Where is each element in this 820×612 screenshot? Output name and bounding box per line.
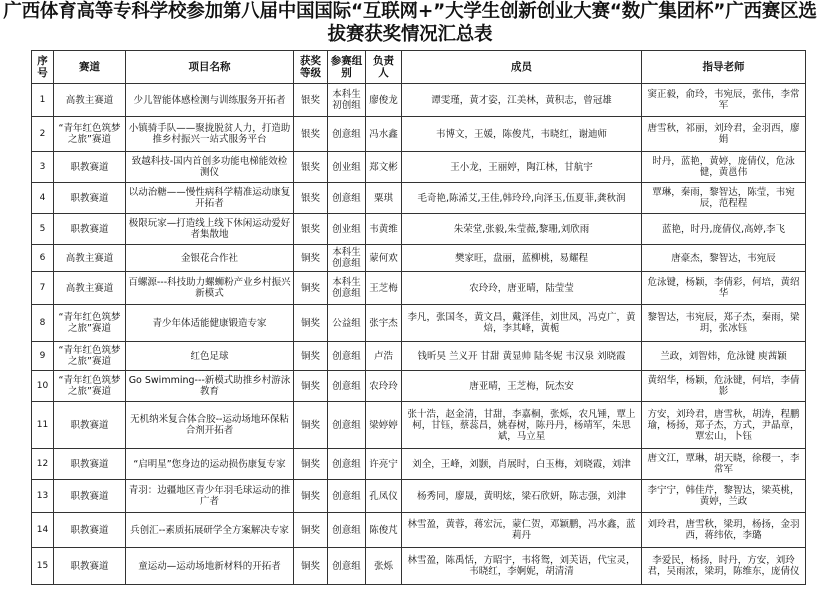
table-row bbox=[32, 214, 806, 245]
cell-track: 职教赛道 bbox=[54, 214, 126, 245]
cell-advisors: 李宁宁，韩佳芹，黎智达，梁英桃，黄婷，兰政 bbox=[642, 480, 806, 513]
table-row bbox=[32, 402, 806, 449]
cell-leader: 韦黄维 bbox=[366, 214, 402, 245]
cell-leader: 孔凤仪 bbox=[366, 480, 402, 513]
cell-award: 铜奖 bbox=[294, 449, 328, 480]
cell-index: 11 bbox=[32, 402, 54, 449]
header-members: 成员 bbox=[402, 51, 642, 84]
table-row bbox=[32, 513, 806, 548]
cell-project: 红色足球 bbox=[126, 342, 294, 371]
header-track: 赛道 bbox=[54, 51, 126, 84]
table-row bbox=[32, 305, 806, 342]
page-title: 广西体育高等专科学校参加第八届中国国际“互联网+”大学生创新创业大赛“数广集团杯”广西赛区选拔赛获奖情况汇总表 bbox=[3, 1, 817, 45]
cell-award: 铜奖 bbox=[294, 305, 328, 342]
cell-project: 兵创汇--素质拓展研学全方案解决专家 bbox=[126, 513, 294, 548]
header-group: 参赛组别 bbox=[328, 51, 366, 84]
table-row bbox=[32, 183, 806, 214]
cell-members: 唐亚晴，王芝梅，阮杰安 bbox=[402, 371, 642, 402]
cell-leader: 卢浩 bbox=[366, 342, 402, 371]
cell-index: 10 bbox=[32, 371, 54, 402]
cell-members: 钱昕昊 兰义开 甘甜 黄显帅 陆冬妮 韦汉泉 刘晓霞 bbox=[402, 342, 642, 371]
cell-advisors: 时丹，蓝艳，黄婷，庞倩仪，危泳健，黄邕伟 bbox=[642, 152, 806, 183]
table-row bbox=[32, 245, 806, 272]
cell-members: 王小龙，王丽婷，陶江林，甘航宇 bbox=[402, 152, 642, 183]
cell-group: 本科生创意组 bbox=[328, 272, 366, 305]
cell-track: “青年红色筑梦之旅”赛道 bbox=[54, 371, 126, 402]
cell-advisors: 唐雪秋，祁丽，刘玲君，金羽西，廖娟 bbox=[642, 117, 806, 152]
cell-award: 银奖 bbox=[294, 152, 328, 183]
cell-group: 本科生初创组 bbox=[328, 84, 366, 117]
cell-project: 少儿智能体感检测与训练服务开拓者 bbox=[126, 84, 294, 117]
cell-group: 创意组 bbox=[328, 183, 366, 214]
cell-award: 铜奖 bbox=[294, 245, 328, 272]
table-row bbox=[32, 152, 806, 183]
cell-members: 农玲玲，唐亚晴，陆莹莹 bbox=[402, 272, 642, 305]
cell-group: 创意组 bbox=[328, 513, 366, 548]
cell-group: 创意组 bbox=[328, 449, 366, 480]
cell-members: 韦博文，王媛，陈俊芃，韦晓红，谢迪师 bbox=[402, 117, 642, 152]
cell-leader: 蒙何欢 bbox=[366, 245, 402, 272]
cell-award: 银奖 bbox=[294, 214, 328, 245]
header-index: 序号 bbox=[32, 51, 54, 84]
cell-leader: 梁婷婷 bbox=[366, 402, 402, 449]
cell-leader: 冯水鑫 bbox=[366, 117, 402, 152]
cell-advisors: 李爱民，杨扬，时丹，方安，刘玲君，吴雨浓，梁玥，陈维东，庞倩仪 bbox=[642, 548, 806, 585]
table-row bbox=[32, 117, 806, 152]
cell-track: 职教赛道 bbox=[54, 548, 126, 585]
cell-track: 职教赛道 bbox=[54, 513, 126, 548]
cell-track: 职教赛道 bbox=[54, 402, 126, 449]
table-row bbox=[32, 548, 806, 585]
cell-project: “启明星”您身边的运动损伤康复专家 bbox=[126, 449, 294, 480]
cell-index: 5 bbox=[32, 214, 54, 245]
cell-members: 朱荣堂,张毅,朱莹薇,黎珊,刘欣雨 bbox=[402, 214, 642, 245]
cell-project: 极限玩家—打造线上线下休闲运动爱好者集散地 bbox=[126, 214, 294, 245]
cell-members: 刘全，王峰，刘颢，肖展时，白玉梅，刘晓霞，刘津 bbox=[402, 449, 642, 480]
cell-award: 铜奖 bbox=[294, 371, 328, 402]
cell-leader: 农玲玲 bbox=[366, 371, 402, 402]
cell-members: 林雪盈，陈禹恬，方昭宇，韦将鸳，刘芙语，代宝灵，韦晓红，李婀妮，胡清清 bbox=[402, 548, 642, 585]
cell-track: “青年红色筑梦之旅”赛道 bbox=[54, 342, 126, 371]
cell-index: 8 bbox=[32, 305, 54, 342]
table-row bbox=[32, 480, 806, 513]
cell-award: 银奖 bbox=[294, 84, 328, 117]
cell-leader: 王芝梅 bbox=[366, 272, 402, 305]
cell-index: 3 bbox=[32, 152, 54, 183]
cell-advisors: 蓝艳，时丹,庞倩仪,高婷,李飞 bbox=[642, 214, 806, 245]
cell-index: 12 bbox=[32, 449, 54, 480]
cell-leader: 廖俊龙 bbox=[366, 84, 402, 117]
header-leader: 负责人 bbox=[366, 51, 402, 84]
table-row bbox=[32, 84, 806, 117]
cell-project: 百螺源---科技助力螺蛳粉产业乡村振兴新模式 bbox=[126, 272, 294, 305]
cell-award: 铜奖 bbox=[294, 480, 328, 513]
cell-group: 创意组 bbox=[328, 480, 366, 513]
cell-members: 毛奇艳,陈浠艾,王佳,韩玲玲,向泽玉,伍夏菲,龚秋润 bbox=[402, 183, 642, 214]
cell-group: 创意组 bbox=[328, 117, 366, 152]
cell-track: 高教主赛道 bbox=[54, 84, 126, 117]
cell-advisors: 窦正毅，俞玲，韦宛辰，张伟，李常军 bbox=[642, 84, 806, 117]
table-row bbox=[32, 371, 806, 402]
cell-advisors: 黄绍华，杨颖，危泳键，何培，李倩影 bbox=[642, 371, 806, 402]
cell-track: “青年红色筑梦之旅”赛道 bbox=[54, 305, 126, 342]
cell-award: 铜奖 bbox=[294, 342, 328, 371]
cell-track: 职教赛道 bbox=[54, 183, 126, 214]
cell-members: 林雪盈，黄蓉，蒋宏沅，蒙仁贺，邓颖鹏，冯水鑫，蓝莉丹 bbox=[402, 513, 642, 548]
cell-award: 银奖 bbox=[294, 117, 328, 152]
header-row bbox=[32, 51, 806, 84]
cell-advisors: 危泳键，杨颖，李倩彩，何培，黄绍华 bbox=[642, 272, 806, 305]
cell-leader: 郑文彬 bbox=[366, 152, 402, 183]
cell-project: 童运动—运动场地新材料的开拓者 bbox=[126, 548, 294, 585]
table-row bbox=[32, 272, 806, 305]
cell-project: 以动治糖——慢性病科学精准运动康复开拓者 bbox=[126, 183, 294, 214]
header-project: 项目名称 bbox=[126, 51, 294, 84]
cell-award: 铜奖 bbox=[294, 513, 328, 548]
cell-index: 15 bbox=[32, 548, 54, 585]
cell-index: 2 bbox=[32, 117, 54, 152]
cell-project: 青少年体适能健康锻造专家 bbox=[126, 305, 294, 342]
cell-members: 谭雯瑾，黄才姿，江美林，黄积志，曾冠雄 bbox=[402, 84, 642, 117]
cell-advisors: 覃琳，秦雨，黎智达，陈莹，韦宛辰，范程程 bbox=[642, 183, 806, 214]
cell-group: 创业组 bbox=[328, 152, 366, 183]
cell-members: 李凡，张国冬，黄文昌，戴泽佳，刘世凤，冯克广，黄焙，李其峰，黄栀 bbox=[402, 305, 642, 342]
cell-group: 创意组 bbox=[328, 371, 366, 402]
cell-project: 金银花合作社 bbox=[126, 245, 294, 272]
cell-group: 本科生创意组 bbox=[328, 245, 366, 272]
awards-table bbox=[31, 50, 806, 585]
table-row bbox=[32, 449, 806, 480]
cell-project: 青羽：边疆地区青少年羽毛球运动的推广者 bbox=[126, 480, 294, 513]
cell-award: 银奖 bbox=[294, 183, 328, 214]
cell-leader: 粟琪 bbox=[366, 183, 402, 214]
cell-advisors: 黎智达，韦宛辰，郑子杰，秦雨，梁玥，张冰钰 bbox=[642, 305, 806, 342]
cell-track: 职教赛道 bbox=[54, 152, 126, 183]
cell-group: 创意组 bbox=[328, 548, 366, 585]
cell-index: 14 bbox=[32, 513, 54, 548]
cell-leader: 许亮宁 bbox=[366, 449, 402, 480]
cell-index: 4 bbox=[32, 183, 54, 214]
cell-leader: 陈俊芃 bbox=[366, 513, 402, 548]
cell-award: 铜奖 bbox=[294, 272, 328, 305]
header-award: 获奖等级 bbox=[294, 51, 328, 84]
cell-group: 创意组 bbox=[328, 342, 366, 371]
cell-track: 职教赛道 bbox=[54, 480, 126, 513]
cell-index: 6 bbox=[32, 245, 54, 272]
table-row bbox=[32, 342, 806, 371]
cell-advisors: 刘玲君，唐雪秋，梁玥，杨扬，金羽西，蒋纬依，李璐 bbox=[642, 513, 806, 548]
header-advisors: 指导老师 bbox=[642, 51, 806, 84]
cell-track: 职教赛道 bbox=[54, 449, 126, 480]
cell-project: 无机纳米复合体合胶--运动场地环保粘合剂开拓者 bbox=[126, 402, 294, 449]
cell-members: 樊家旺，盘丽，蓝柳桃，易耀程 bbox=[402, 245, 642, 272]
cell-advisors: 唐文江，覃琳，胡天晓，徐稷一，李常军 bbox=[642, 449, 806, 480]
cell-project: 小镇骑手队——聚拢脱贫人力，打造助推乡村振兴一站式服务平台 bbox=[126, 117, 294, 152]
cell-index: 7 bbox=[32, 272, 54, 305]
cell-award: 铜奖 bbox=[294, 402, 328, 449]
cell-advisors: 兰政，刘智炜，危泳键 庾茜颖 bbox=[642, 342, 806, 371]
cell-leader: 张宇杰 bbox=[366, 305, 402, 342]
cell-award: 铜奖 bbox=[294, 548, 328, 585]
cell-advisors: 方安，刘玲君，唐雪秋，胡涛，程鹏瑜，杨扬，郑子杰，方式，尹晶章，覃宏山，卜钰 bbox=[642, 402, 806, 449]
cell-group: 创业组 bbox=[328, 214, 366, 245]
cell-index: 13 bbox=[32, 480, 54, 513]
cell-leader: 张烁 bbox=[366, 548, 402, 585]
cell-index: 1 bbox=[32, 84, 54, 117]
cell-track: 高教主赛道 bbox=[54, 245, 126, 272]
cell-track: 高教主赛道 bbox=[54, 272, 126, 305]
cell-group: 公益组 bbox=[328, 305, 366, 342]
cell-members: 杨秀同，廖晟，黄明炫，梁石欣妍，陈志强，刘津 bbox=[402, 480, 642, 513]
cell-group: 创意组 bbox=[328, 402, 366, 449]
cell-project: Go Swimming---新模式助推乡村游泳教育 bbox=[126, 371, 294, 402]
cell-track: “青年红色筑梦之旅”赛道 bbox=[54, 117, 126, 152]
cell-advisors: 唐豪杰，黎智达，韦宛辰 bbox=[642, 245, 806, 272]
cell-members: 张十浩，赵金清，甘甜，李嘉桐，张烁，农凡锤，覃上柯，甘钰，蔡蕊昌，姚春树，陈丹丹，杨靖军，朱思斌，马立星 bbox=[402, 402, 642, 449]
cell-index: 9 bbox=[32, 342, 54, 371]
cell-project: 致越科技-国内首创多功能电梯能效检测仪 bbox=[126, 152, 294, 183]
